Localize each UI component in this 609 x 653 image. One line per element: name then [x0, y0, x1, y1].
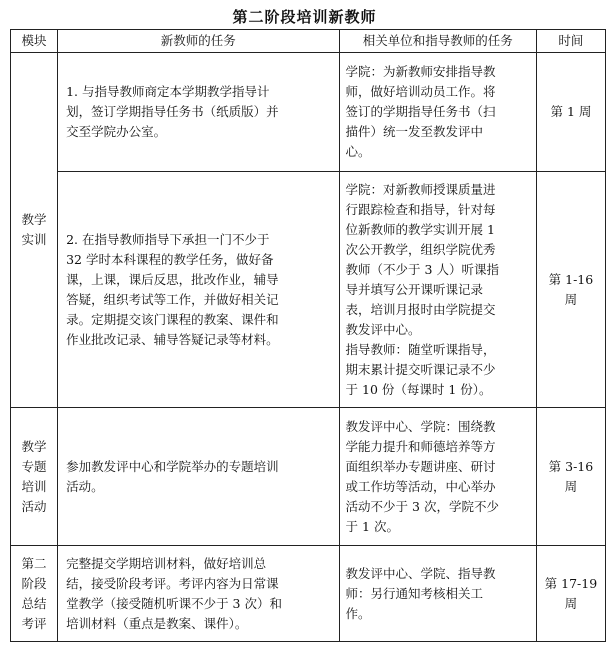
- table-row: [11, 53, 606, 172]
- task-cell: 完整提交学期培训材料，做好培训总 结，接受阶段考评。考评内容为日常课 堂教学（接受随机听课不少于 3 次）和 培训材料（重点是教案、课件）。: [58, 546, 339, 642]
- table-row: [11, 408, 606, 546]
- header-new-teacher-task: 新教师的任务: [58, 30, 339, 53]
- support-cell: 学院：为新教师安排指导教 师，做好培训动员工作。将 签订的学期指导任务书（扫 描件）统一发至教发评中 心。: [339, 53, 536, 172]
- header-support-task: 相关单位和指导教师的任务: [339, 30, 536, 53]
- training-table: [10, 29, 606, 642]
- header-time: 时间: [536, 30, 605, 53]
- time-cell: 第 1 周: [536, 53, 605, 172]
- module-cell: 教学 专题 培训 活动: [11, 408, 58, 546]
- support-cell: 教发评中心、学院、指导教 师：另行通知考核相关工 作。: [339, 546, 536, 642]
- task-cell: 参加教发评中心和学院举办的专题培训 活动。: [58, 408, 339, 546]
- time-cell: 第 1-16 周: [536, 172, 605, 408]
- table-row: [11, 546, 606, 642]
- time-cell: 第 17-19 周: [536, 546, 605, 642]
- support-cell: 教发评中心、学院：围绕教 学能力提升和师德培养等方 面组织举办专题讲座、研讨 或工作坊等活动，中心举办 活动不少于 3 次，学院不少 于 1 次。: [339, 408, 536, 546]
- task-cell: 1. 与指导教师商定本学期教学指导计 划，签订学期指导任务书（纸质版）并 交至学院办公室。: [58, 53, 339, 172]
- document-title: 第二阶段培训新教师: [232, 8, 377, 26]
- table-header-row: [11, 30, 606, 53]
- module-cell: 教学 实训: [11, 53, 58, 408]
- module-cell: 第二 阶段 总结 考评: [11, 546, 58, 642]
- support-cell: 学院：对新教师授课质量进 行跟踪检查和指导，针对每 位新教师的教学实训开展 1 次公开教学，组织学院优秀 教师（不少于 3 人）听课指 导并填写公开课听课记录 表，培训月报时由学院提交 教发评中心。 指导教师：随堂听课指导， 期末累计提交听课记录不少 于 10 份（每课时 1 份）。: [339, 172, 536, 408]
- time-cell: 第 3-16 周: [536, 408, 605, 546]
- table-row: [11, 172, 606, 408]
- task-cell: 2. 在指导教师指导下承担一门不少于 32 学时本科课程的教学任务，做好备 课，上课，课后反思，批改作业，辅导 答疑，组织考试等工作，并做好相关记 录。定期提交该门课程的教案、课件和 作业批改记录、辅导答疑记录等材料。: [58, 172, 339, 408]
- header-module: 模块: [11, 30, 58, 53]
